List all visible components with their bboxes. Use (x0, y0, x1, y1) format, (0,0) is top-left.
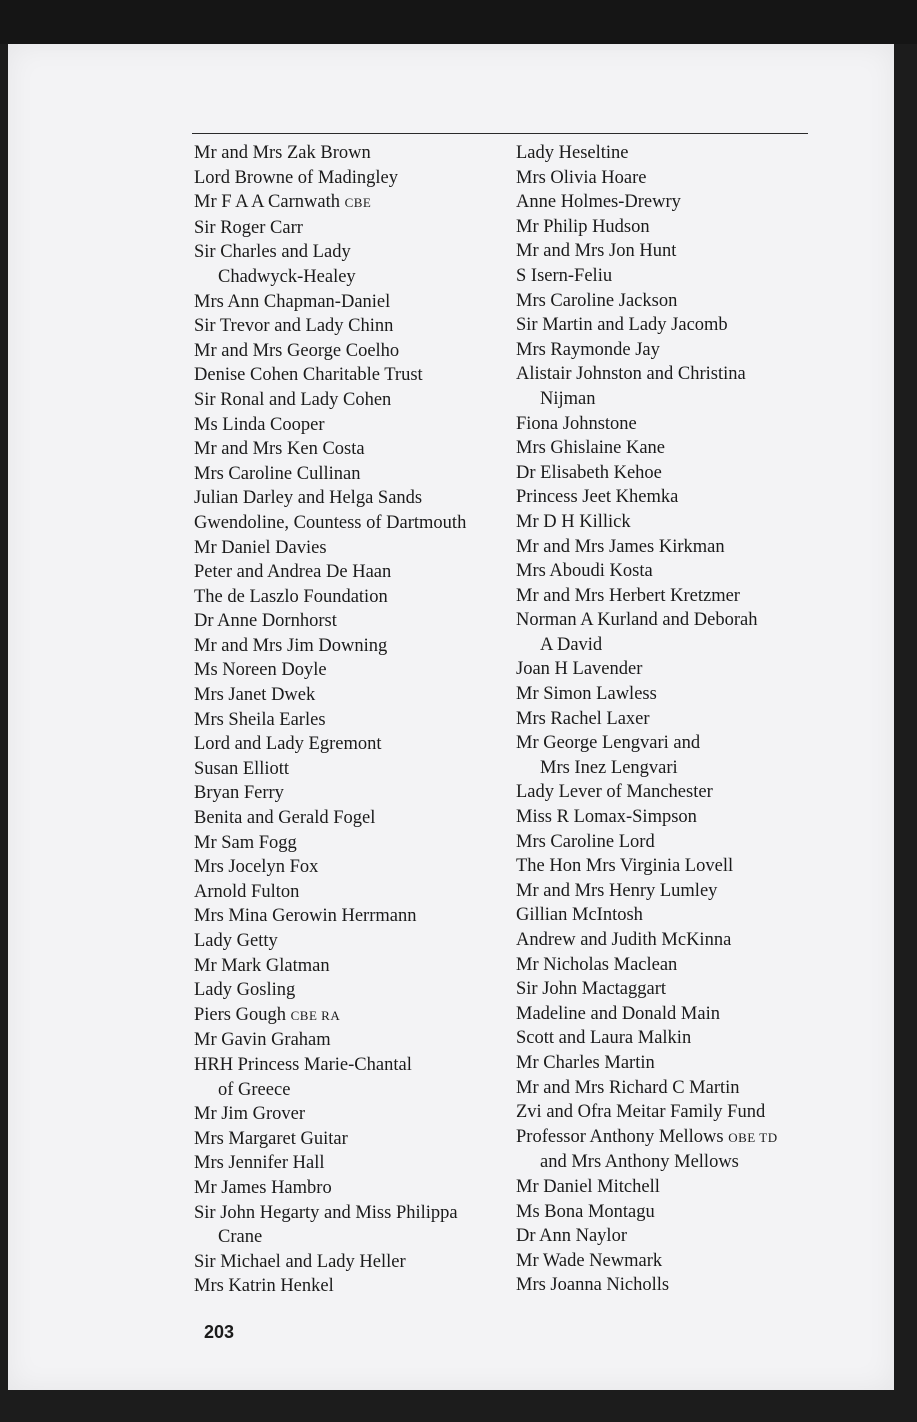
name-entry (516, 535, 846, 560)
name-entry (516, 289, 846, 314)
name-text: Nijman (540, 388, 596, 409)
name-entry (194, 1028, 504, 1053)
name-entry (516, 805, 846, 830)
name-entry (194, 536, 504, 561)
name-entry (516, 977, 846, 1002)
name-entry (194, 290, 504, 315)
name-entry (194, 240, 504, 265)
name-text: Mrs Aboudi Kosta (516, 561, 653, 582)
name-text: Sir Roger Carr (194, 217, 303, 238)
name-entry (194, 757, 504, 782)
name-entry (516, 1125, 846, 1151)
name-text: Mr Nicholas Maclean (516, 954, 678, 975)
name-entry (194, 732, 504, 757)
name-text: S Isern-Feliu (516, 265, 613, 286)
name-text: Mrs Rachel Laxer (516, 708, 650, 729)
name-text: Mrs Janet Dwek (194, 685, 316, 706)
name-text: Mrs Inez Lengvari (540, 757, 678, 778)
name-text: Julian Darley and Helga Sands (194, 488, 423, 509)
name-entry (194, 954, 504, 979)
name-text: Mrs Mina Gerowin Herrmann (194, 906, 417, 927)
name-entry (516, 1224, 846, 1249)
name-entry (194, 1201, 504, 1226)
name-entry (194, 437, 504, 462)
name-text: Sir John Mactaggart (516, 979, 667, 1000)
name-entry (516, 584, 846, 609)
name-entry (516, 436, 846, 461)
name-entry (516, 387, 846, 412)
name-text: Mr George Lengvari and (516, 733, 701, 754)
name-text: Mr Wade Newmark (516, 1250, 663, 1271)
name-text: Mr and Mrs Herbert Kretzmer (516, 585, 740, 606)
name-entry (194, 1053, 504, 1078)
name-text: Mr Daniel Davies (194, 537, 327, 558)
name-text: Zvi and Ofra Meitar Family Fund (516, 1102, 766, 1123)
name-text: Mrs Ghislaine Kane (516, 438, 665, 459)
left-column-names (194, 141, 504, 1299)
name-entry (194, 314, 504, 339)
name-text: Mr D H Killick (516, 511, 631, 532)
name-text: Arnold Fulton (194, 881, 300, 902)
name-entry (516, 239, 846, 264)
name-text: Mr Mark Glatman (194, 955, 330, 976)
name-text: Mr James Hambro (194, 1177, 332, 1198)
name-text: Mr and Mrs James Kirkman (516, 536, 725, 557)
name-text: Mr and Mrs Ken Costa (194, 439, 365, 460)
name-entry (516, 657, 846, 682)
name-entry (194, 1127, 504, 1152)
name-text: Mr and Mrs Jon Hunt (516, 241, 677, 262)
name-text: HRH Princess Marie-Chantal (194, 1054, 412, 1075)
name-entry (194, 658, 504, 683)
name-entry (194, 683, 504, 708)
name-text: Lord and Lady Egremont (194, 734, 382, 755)
name-text: Denise Cohen Charitable Trust (194, 365, 423, 386)
name-entry (194, 1003, 504, 1029)
name-entry (194, 141, 504, 166)
name-text: The de Laszlo Foundation (194, 586, 388, 607)
name-text: Sir Michael and Lady Heller (194, 1251, 406, 1272)
name-text: Sir Charles and Lady (194, 242, 351, 263)
name-entry (194, 216, 504, 241)
name-text: Mr Philip Hudson (516, 216, 650, 237)
name-entry (194, 413, 504, 438)
name-entry (516, 953, 846, 978)
name-entry (194, 634, 504, 659)
name-text: Gillian McIntosh (516, 905, 643, 926)
name-entry (194, 486, 504, 511)
name-entry (516, 412, 846, 437)
name-entry (194, 166, 504, 191)
name-entry (194, 781, 504, 806)
name-text: Mrs Jocelyn Fox (194, 857, 319, 878)
name-entry (194, 462, 504, 487)
name-text: Mrs Raymonde Jay (516, 339, 660, 360)
name-text: Mr Jim Grover (194, 1104, 305, 1125)
right-column-names (516, 141, 846, 1298)
name-entry (516, 879, 846, 904)
name-text: Mr Daniel Mitchell (516, 1176, 660, 1197)
name-entry (516, 190, 846, 215)
name-entry (516, 633, 846, 658)
name-text: Mr and Mrs Zak Brown (194, 143, 371, 163)
name-entry (194, 929, 504, 954)
name-entry (194, 339, 504, 364)
name-entry (194, 904, 504, 929)
name-text: Lady Getty (194, 931, 278, 951)
name-entry (194, 1151, 504, 1176)
page-number: 203 (204, 1322, 235, 1342)
name-text: Miss R Lomax-Simpson (516, 807, 697, 828)
name-text: Bryan Ferry (194, 783, 284, 804)
name-entry (516, 338, 846, 363)
name-text: Ms Noreen Doyle (194, 660, 327, 681)
name-text: Mr Sam Fogg (194, 832, 297, 853)
name-text: Mrs Caroline Jackson (516, 290, 678, 311)
name-text: Lord Browne of Madingley (194, 167, 398, 188)
name-entry (194, 560, 504, 585)
honours-postnominal: CBE (344, 195, 372, 211)
name-text: Ms Bona Montagu (516, 1201, 655, 1222)
name-entry (194, 1250, 504, 1275)
name-text: Mrs Sheila Earles (194, 709, 326, 730)
name-text: Mr Gavin Graham (194, 1030, 331, 1051)
name-text: Joan H Lavender (516, 659, 643, 680)
name-entry (516, 1100, 846, 1125)
name-entry (194, 585, 504, 610)
name-text: Susan Elliott (194, 758, 290, 779)
name-entry (516, 166, 846, 191)
name-entry (516, 854, 846, 879)
name-text: Mr F A A Carnwath (194, 192, 340, 213)
scan-background-edge (0, 0, 917, 44)
name-text: Mrs Olivia Hoare (516, 167, 647, 188)
name-entry (516, 141, 846, 166)
name-entry (516, 1002, 846, 1027)
name-text: Mr Simon Lawless (516, 684, 657, 705)
name-entry (516, 928, 846, 953)
name-entry (194, 880, 504, 905)
name-text: Benita and Gerald Fogel (194, 808, 376, 829)
name-entry (194, 265, 504, 290)
name-entry (194, 1078, 504, 1103)
name-text: Mrs Margaret Guitar (194, 1128, 348, 1149)
name-text: Mrs Joanna Nicholls (516, 1275, 670, 1296)
name-text: Mrs Caroline Cullinan (194, 463, 361, 484)
name-text: Anne Holmes-Drewry (516, 192, 681, 213)
name-text: Lady Gosling (194, 980, 296, 1001)
name-text: Mr Charles Martin (516, 1052, 655, 1073)
name-text: Mr and Mrs Richard C Martin (516, 1077, 740, 1098)
name-entry (516, 1076, 846, 1101)
name-entry (194, 190, 504, 216)
name-entry (194, 978, 504, 1003)
name-text: Piers Gough (194, 1004, 286, 1025)
name-entry (516, 608, 846, 633)
name-text: Norman A Kurland and Deborah (516, 610, 758, 631)
name-text: of Greece (218, 1079, 291, 1100)
name-text: Dr Ann Naylor (516, 1226, 627, 1247)
name-entry (516, 1150, 846, 1175)
name-entry (194, 1225, 504, 1250)
name-entry (516, 1026, 846, 1051)
name-entry (516, 707, 846, 732)
name-text: Princess Jeet Khemka (516, 487, 679, 508)
name-text: Mr and Mrs Henry Lumley (516, 880, 718, 901)
name-text: Dr Anne Dornhorst (194, 611, 337, 632)
name-text: Dr Elisabeth Kehoe (516, 462, 662, 483)
name-text: Mrs Ann Chapman-Daniel (194, 291, 391, 312)
name-text: A David (540, 634, 603, 655)
name-entry (516, 903, 846, 928)
name-entry (516, 362, 846, 387)
name-entry (516, 682, 846, 707)
name-text: Lady Heseltine (516, 143, 629, 163)
name-entry (516, 313, 846, 338)
name-entry (516, 1175, 846, 1200)
name-entry (516, 756, 846, 781)
name-text: The Hon Mrs Virginia Lovell (516, 856, 734, 877)
name-text: Andrew and Judith McKinna (516, 930, 732, 950)
name-entry (516, 1051, 846, 1076)
name-entry (516, 264, 846, 289)
name-entry (516, 510, 846, 535)
name-entry (516, 559, 846, 584)
name-entry (194, 855, 504, 880)
name-entry (516, 731, 846, 756)
name-text: Mrs Caroline Lord (516, 831, 655, 852)
name-text: and Mrs Anthony Mellows (540, 1152, 739, 1173)
name-entry (194, 831, 504, 856)
name-text: Alistair Johnston and Christina (516, 364, 746, 385)
name-text: Sir Trevor and Lady Chinn (194, 316, 394, 337)
name-entry (194, 363, 504, 388)
name-text: Ms Linda Cooper (194, 414, 325, 435)
name-entry (516, 780, 846, 805)
honours-postnominal: CBE RA (290, 1007, 341, 1023)
name-text: Scott and Laura Malkin (516, 1028, 692, 1049)
name-text: Madeline and Donald Main (516, 1003, 720, 1024)
name-entry (194, 388, 504, 413)
name-text: Mr and Mrs Jim Downing (194, 635, 388, 656)
name-text: Chadwyck-Healey (218, 266, 356, 287)
name-entry (516, 1273, 846, 1298)
name-entry (516, 1249, 846, 1274)
name-text: Crane (218, 1227, 263, 1248)
name-entry (194, 708, 504, 733)
name-text: Fiona Johnstone (516, 413, 637, 434)
name-entry (194, 806, 504, 831)
name-entry (516, 1200, 846, 1225)
name-entry (516, 830, 846, 855)
name-entry (516, 461, 846, 486)
name-text: Peter and Andrea De Haan (194, 562, 392, 583)
name-entry (194, 1274, 504, 1299)
name-entry (516, 485, 846, 510)
name-text: Mrs Katrin Henkel (194, 1276, 334, 1297)
name-text: Gwendoline, Countess of Dartmouth (194, 512, 467, 533)
honours-postnominal: OBE TD (728, 1129, 778, 1145)
name-entry (194, 1102, 504, 1127)
name-text: Professor Anthony Mellows (516, 1126, 724, 1147)
name-entry (194, 1176, 504, 1201)
name-entry (516, 215, 846, 240)
name-text: Sir Martin and Lady Jacomb (516, 315, 728, 336)
name-entry (194, 511, 504, 536)
name-text: Lady Lever of Manchester (516, 782, 713, 803)
name-text: Mrs Jennifer Hall (194, 1153, 325, 1174)
name-text: Sir John Hegarty and Miss Philippa (194, 1202, 458, 1223)
name-text: Sir Ronal and Lady Cohen (194, 389, 392, 410)
name-text: Mr and Mrs George Coelho (194, 340, 400, 361)
header-rule (192, 133, 808, 134)
name-entry (194, 609, 504, 634)
